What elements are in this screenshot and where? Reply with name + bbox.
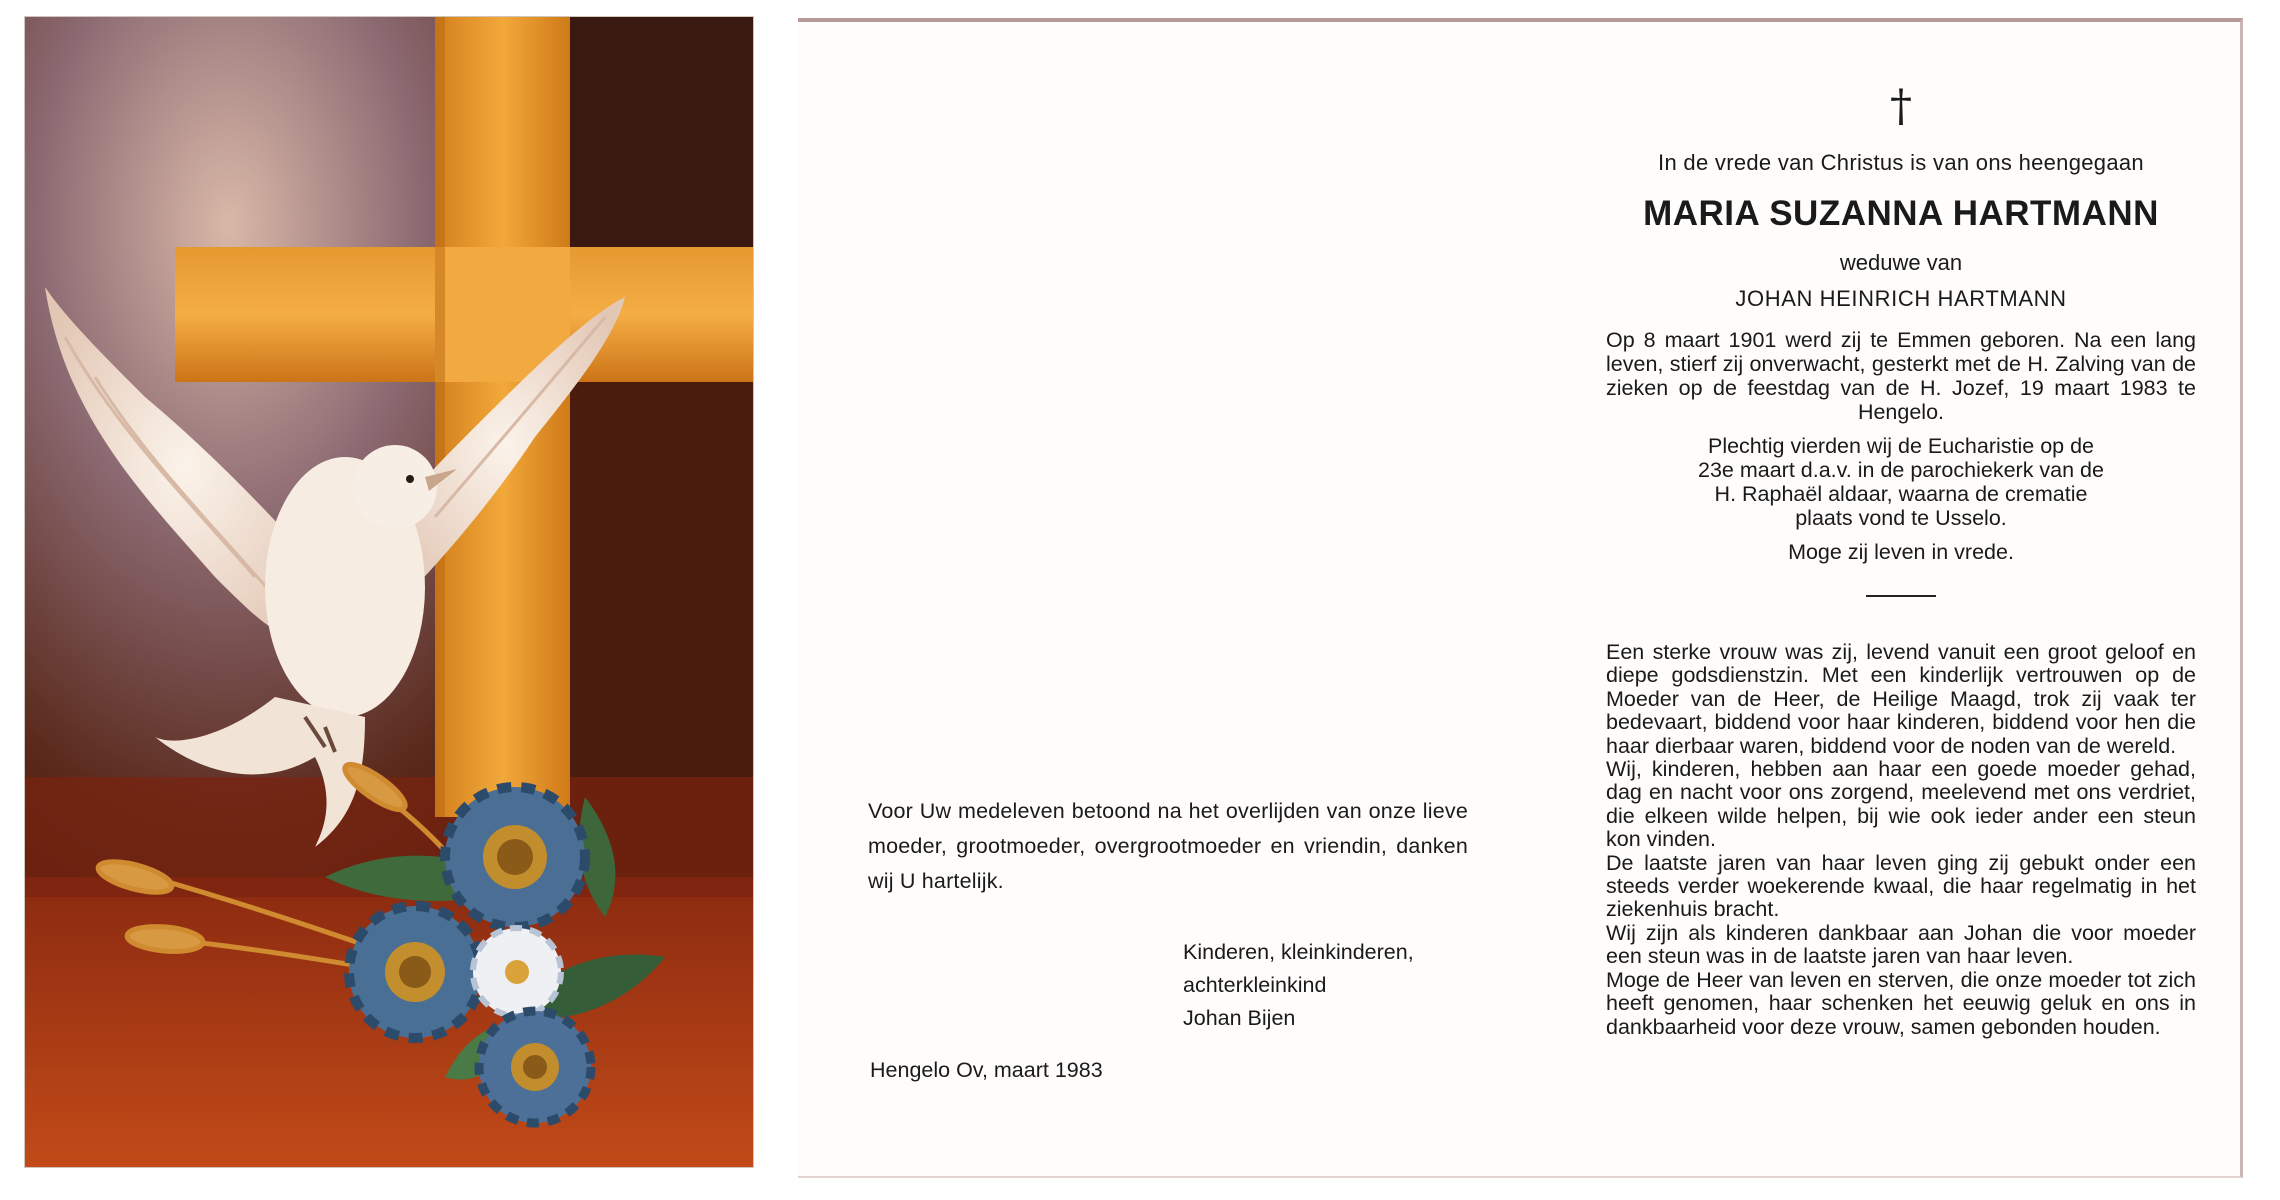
mass-line: H. Raphaël aldaar, waarna de crematie <box>1714 482 2088 506</box>
announcement-column <box>1606 82 2196 1039</box>
intro-line: In de vrede van Christus is van ons heengegaan <box>1658 150 2144 175</box>
widow-label: weduwe van <box>1839 250 1963 275</box>
mass-paragraph <box>1606 434 2196 530</box>
signature-line: Johan Bijen <box>1183 1006 1296 1030</box>
signature-line: achterkleinkind <box>1183 973 1327 997</box>
deceased-name: MARIA SUZANNA HARTMANN <box>1643 194 2159 233</box>
tribute-paragraph: De laatste jaren van haar leven ging zij gebukt onder een steeds verder woekerende kwaal, die haar regelmatig in het ziekenhuis bracht. <box>1606 850 2196 922</box>
memorial-card <box>798 18 2243 1178</box>
rest-in-peace-line: Moge zij leven in vrede. <box>1788 540 2014 564</box>
signature-block <box>1183 936 1414 1035</box>
thanks-text: Voor Uw medeleven betoond na het overlijden van onze lieve moeder, grootmoeder, overgrootmoeder en vriendin, danken wij U hartelijk. <box>868 799 1468 893</box>
blue-flower-2 <box>349 906 481 1038</box>
tribute-paragraph: Wij zijn als kinderen dankbaar aan Johan die voor moeder een steun was in de laatste jaren van haar leven. <box>1606 920 2196 969</box>
memorial-picture <box>24 16 754 1168</box>
blue-flower-3 <box>479 1011 591 1123</box>
spouse-name: JOHAN HEINRICH HARTMANN <box>1735 286 2067 311</box>
biography-paragraph: Op 8 maart 1901 werd zij te Emmen geboren. Na een lang leven, stierf zij onverwacht, gesterkt met de H. Zalving van de zieken op de feestdag van de H. Jozef, 19 maart 1983 te Hengelo. <box>1606 328 2196 424</box>
place-date: Hengelo Ov, maart 1983 <box>870 1058 1103 1082</box>
dove-cross-painting <box>25 17 753 1167</box>
divider-line <box>1866 595 1936 597</box>
blue-flower-1 <box>445 787 585 927</box>
signature-line: Kinderen, kleinkinderen, <box>1183 940 1414 964</box>
tribute-text <box>1606 641 2196 1039</box>
mass-line: Plechtig vierden wij de Eucharistie op de <box>1707 434 2095 458</box>
mass-line: 23e maart d.a.v. in de parochiekerk van de <box>1698 458 2104 482</box>
cross-icon: † <box>1890 81 1912 132</box>
white-flower <box>473 928 561 1016</box>
tribute-paragraph: Wij, kinderen, hebben aan haar een goede moeder gehad, dag en nacht voor ons zorgend, meelevend met ons verdriet, die elkeen wilde helpen, bij wie ook ieder ander een steun kon vinden. <box>1606 757 2196 852</box>
tribute-paragraph: Een sterke vrouw was zij, levend vanuit een groot geloof en diepe godsdienstzin. Met een kinderlijk vertrouwen op de Moeder van de Heer, de Heilige Maagd, trok zij vaak ter bedevaart, biddend voor haar kinderen, biddend voor hen die haar dierbaar waren, biddend voor de noden van de wereld. <box>1606 640 2196 758</box>
tribute-paragraph: Moge de Heer van leven en sterven, die onze moeder tot zich heeft genomen, haar schenken het eeuwig geluk en ons in dankbaarheid voor deze vrouw, samen gebonden houden. <box>1606 967 2196 1039</box>
thanks-block <box>868 794 1468 899</box>
mass-line: plaats vond te Usselo. <box>1795 506 2007 530</box>
